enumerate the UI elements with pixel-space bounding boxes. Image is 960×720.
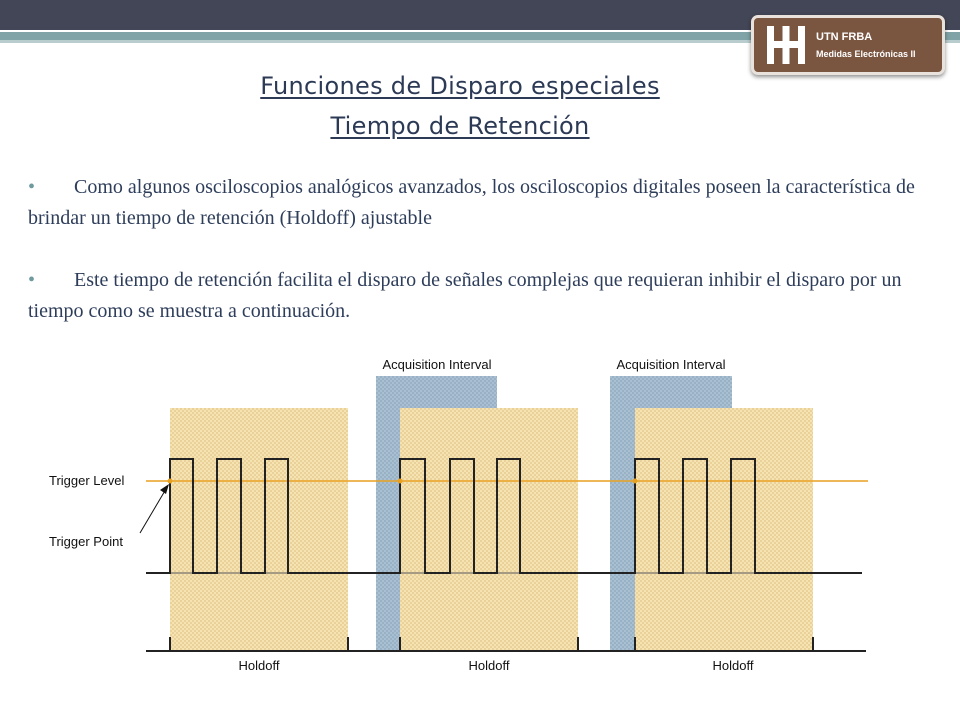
bullet-icon: • [28,176,36,198]
logo-subtitle: Medidas Electrónicas II [816,49,916,59]
holdoff-label-3: Holdoff [712,658,754,673]
slide-title: Funciones de Disparo especiales [260,72,660,100]
slide-subtitle: Tiempo de Retención [330,112,590,140]
holdoff-band-3 [635,408,813,650]
trigger-point-marker-2 [398,479,403,484]
holdoff-label-1: Holdoff [238,658,280,673]
trigger-point-arrow [140,489,166,533]
trigger-point-label: Trigger Point [49,534,123,549]
logo-title: UTN FRBA [816,31,873,43]
bullet-text-2: Este tiempo de retención facilita el disparo de señales complejas que requieran inhibir el disparo por un tiempo como se muestra a continuación. [28,269,902,322]
trigger-point-arrowhead [160,484,169,494]
acquisition-label-2: Acquisition Interval [616,357,726,372]
trigger-point-marker-1 [168,479,173,484]
holdoff-band-2 [400,408,578,650]
holdoff-band-1 [170,408,348,650]
bullet-text-1: Como algunos osciloscopios analógicos avanzados, los osciloscopios digitales poseen la característica de brindar un tiempo de retención (Holdoff) ajustable [28,176,915,229]
holdoff-label-2: Holdoff [468,658,510,673]
bullet-icon: • [28,269,36,291]
trigger-point-marker-3 [633,479,638,484]
acquisition-label-1: Acquisition Interval [382,357,492,372]
trigger-level-label: Trigger Level [49,473,125,488]
